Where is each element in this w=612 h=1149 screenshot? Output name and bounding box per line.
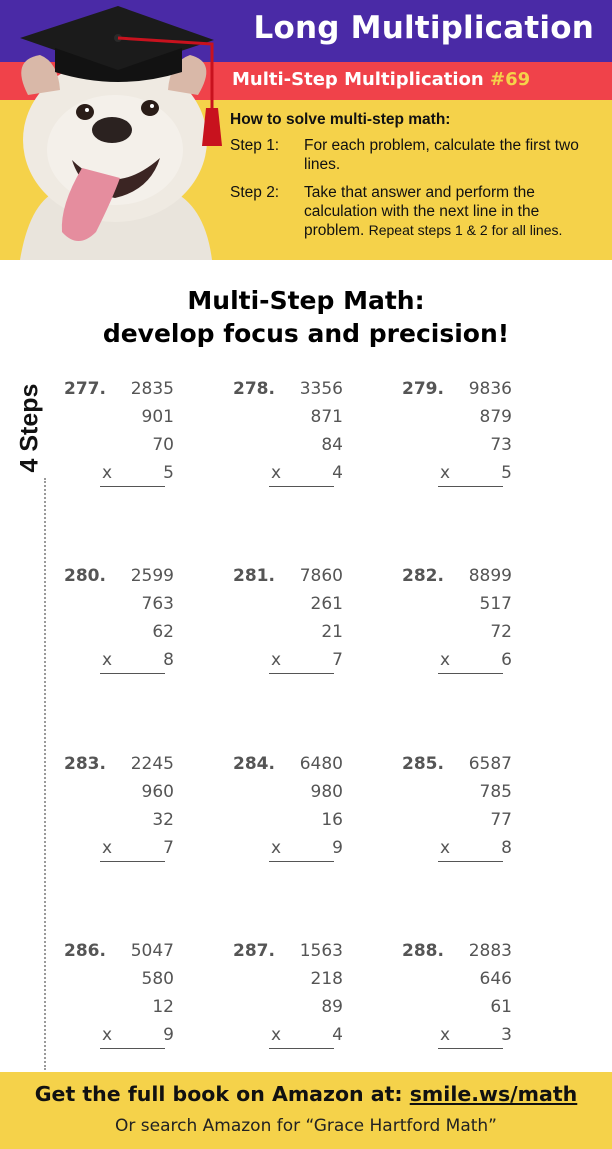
problem-line-2: 960 [141, 782, 174, 802]
answer-rule [438, 861, 503, 862]
problem-line-1: 6587 [468, 754, 512, 774]
answer-rule [100, 673, 165, 674]
step-2 [230, 183, 602, 240]
problem-line-4: 8 [501, 838, 512, 858]
multiply-operator: x [102, 650, 113, 670]
problem-line-3: 32 [152, 810, 174, 830]
problem-285 [402, 754, 512, 864]
worksheet-subtitle [232, 69, 530, 90]
steps-side-label: 4 Steps [15, 383, 44, 473]
heading-line-1: Multi-Step Math: [187, 286, 425, 315]
problem-line-1: 3356 [299, 379, 343, 399]
multiply-operator: x [271, 650, 282, 670]
answer-rule [438, 486, 503, 487]
instructions [230, 111, 602, 249]
heading-line-2: develop focus and precision! [102, 319, 510, 348]
header-banner [0, 0, 612, 260]
problem-line-4: 5 [163, 463, 174, 483]
problem-line-3: 62 [152, 622, 174, 642]
subtitle-text: Multi-Step Multiplication [232, 69, 484, 90]
problem-number: 284. [233, 754, 275, 774]
problem-number: 287. [233, 941, 275, 961]
answer-rule [269, 1048, 334, 1049]
problem-line-4: 6 [501, 650, 512, 670]
problem-line-1: 2245 [130, 754, 174, 774]
problem-line-2: 580 [141, 969, 174, 989]
answer-rule [269, 486, 334, 487]
step-text: For each problem, calculate the first two lines. [304, 137, 579, 173]
problem-line-1: 5047 [130, 941, 174, 961]
problem-line-3: 61 [490, 997, 512, 1017]
problem-line-3: 73 [490, 435, 512, 455]
problem-line-2: 785 [479, 782, 512, 802]
amazon-link[interactable]: smile.ws/math [409, 1082, 578, 1106]
multiply-operator: x [102, 463, 113, 483]
problem-number: 281. [233, 566, 275, 586]
problem-line-4: 9 [332, 838, 343, 858]
step-text [304, 183, 602, 240]
answer-rule [438, 1048, 503, 1049]
problem-277 [64, 379, 174, 489]
problem-278 [233, 379, 343, 489]
multiply-operator: x [271, 838, 282, 858]
problem-number: 278. [233, 379, 275, 399]
step-1 [230, 136, 602, 174]
problem-number: 277. [64, 379, 106, 399]
answer-rule [100, 861, 165, 862]
problem-line-4: 7 [332, 650, 343, 670]
instructions-heading: How to solve multi-step math: [230, 111, 451, 128]
problem-line-4: 4 [332, 463, 343, 483]
step-text-tail: Repeat steps 1 & 2 for all lines. [368, 222, 563, 238]
problem-line-2: 980 [310, 782, 343, 802]
footer-line-1 [0, 1082, 612, 1106]
problem-line-3: 77 [490, 810, 512, 830]
problem-number: 286. [64, 941, 106, 961]
problem-283 [64, 754, 174, 864]
problem-line-4: 3 [501, 1025, 512, 1045]
problem-line-1: 6480 [299, 754, 343, 774]
problem-281 [233, 566, 343, 676]
problem-line-4: 4 [332, 1025, 343, 1045]
problem-line-3: 16 [321, 810, 343, 830]
problem-line-1: 8899 [468, 566, 512, 586]
footer-prefix: Get the full book on Amazon at: [34, 1082, 410, 1106]
worksheet-number: #69 [490, 69, 531, 90]
problem-line-4: 9 [163, 1025, 174, 1045]
problem-284 [233, 754, 343, 864]
multiply-operator: x [102, 1025, 113, 1045]
multiply-operator: x [271, 463, 282, 483]
answer-rule [438, 673, 503, 674]
problem-line-4: 8 [163, 650, 174, 670]
problem-line-2: 646 [479, 969, 512, 989]
problem-288 [402, 941, 512, 1051]
problem-286 [64, 941, 174, 1051]
problem-282 [402, 566, 512, 676]
problem-number: 280. [64, 566, 106, 586]
problem-line-1: 7860 [299, 566, 343, 586]
problem-line-3: 89 [321, 997, 343, 1017]
problem-287 [233, 941, 343, 1051]
answer-rule [100, 1048, 165, 1049]
multiply-operator: x [440, 838, 451, 858]
problem-line-1: 1563 [299, 941, 343, 961]
problem-line-3: 84 [321, 435, 343, 455]
problem-line-1: 2835 [130, 379, 174, 399]
problem-line-2: 879 [479, 407, 512, 427]
problem-line-4: 5 [501, 463, 512, 483]
problem-number: 283. [64, 754, 106, 774]
multiply-operator: x [440, 1025, 451, 1045]
problem-280 [64, 566, 174, 676]
footer-line-2: Or search Amazon for “Grace Hartford Math” [115, 1116, 497, 1136]
problem-line-3: 21 [321, 622, 343, 642]
bulldog-graduate-image [0, 0, 228, 260]
problem-line-2: 517 [479, 594, 512, 614]
answer-rule [100, 486, 165, 487]
problem-number: 279. [402, 379, 444, 399]
problem-line-2: 901 [141, 407, 174, 427]
problem-number: 282. [402, 566, 444, 586]
section-heading [0, 284, 612, 350]
step-label: Step 2: [230, 184, 280, 201]
problem-line-3: 70 [152, 435, 174, 455]
problem-279 [402, 379, 512, 489]
problem-line-2: 763 [141, 594, 174, 614]
problem-line-1: 9836 [468, 379, 512, 399]
answer-rule [269, 673, 334, 674]
page-title: Long Multiplication [253, 10, 594, 46]
answer-rule [269, 861, 334, 862]
multiply-operator: x [440, 463, 451, 483]
footer-banner [0, 1072, 612, 1149]
problem-line-1: 2599 [130, 566, 174, 586]
step-label: Step 1: [230, 137, 280, 154]
multiply-operator: x [271, 1025, 282, 1045]
step-text-main: Take that answer and perform the calculation with the next line in the problem. [304, 184, 540, 239]
problem-line-2: 871 [310, 407, 343, 427]
problem-number: 285. [402, 754, 444, 774]
multiply-operator: x [102, 838, 113, 858]
problem-number: 288. [402, 941, 444, 961]
dotted-divider [44, 478, 46, 1070]
multiply-operator: x [440, 650, 451, 670]
problem-line-3: 72 [490, 622, 512, 642]
problem-line-3: 12 [152, 997, 174, 1017]
problem-line-2: 261 [310, 594, 343, 614]
problem-line-2: 218 [310, 969, 343, 989]
problem-line-1: 2883 [468, 941, 512, 961]
problem-line-4: 7 [163, 838, 174, 858]
